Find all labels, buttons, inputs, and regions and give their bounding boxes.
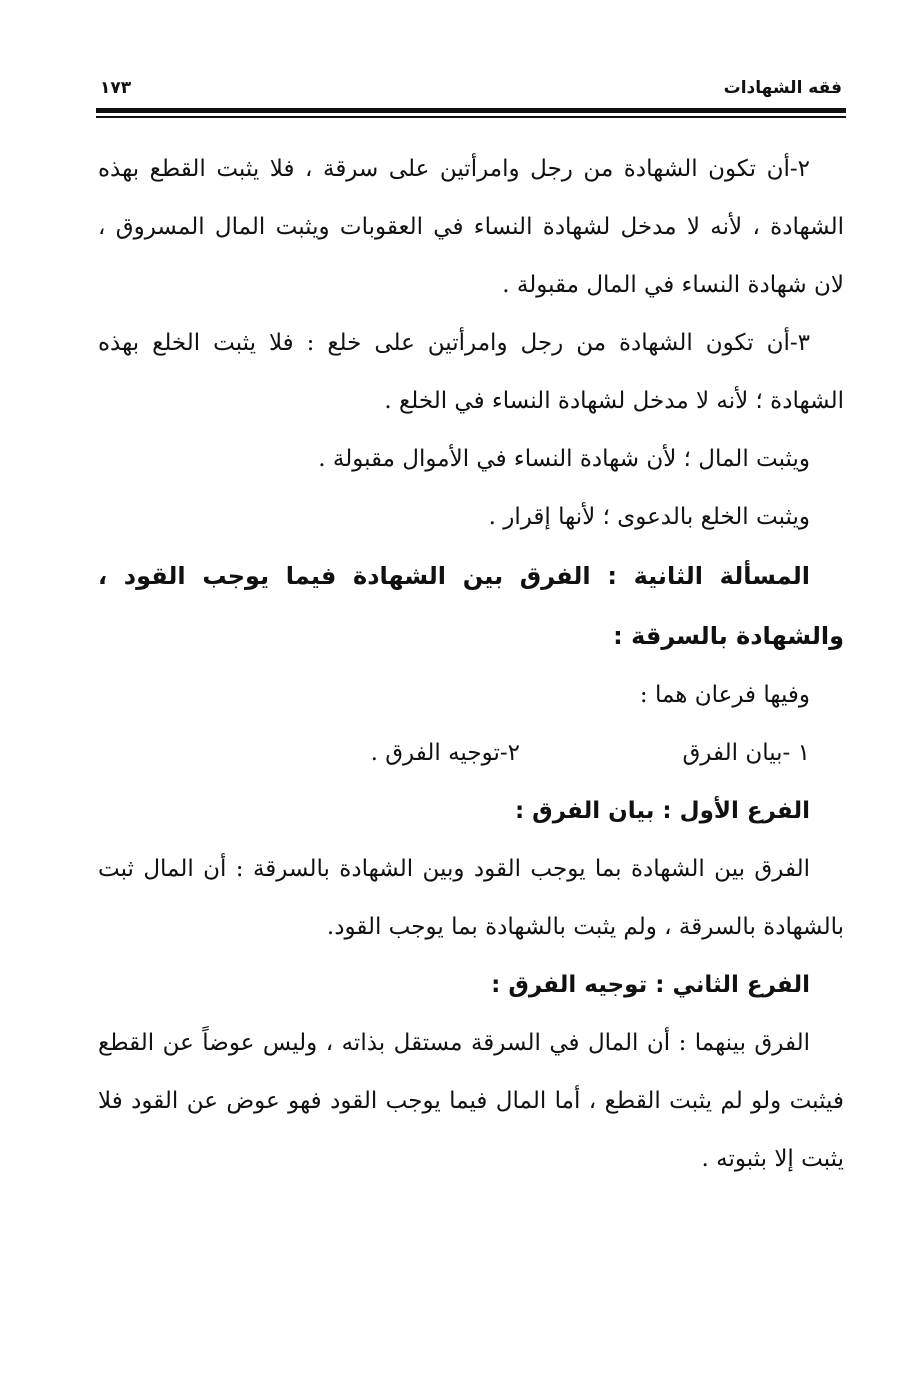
paragraph-money: ويثبت المال ؛ لأن شهادة النساء في الأموال مقبولة . <box>318 446 810 472</box>
paragraph-khul: ويثبت الخلع بالدعوى ؛ لأنها إقرار . <box>488 504 810 530</box>
page-number: ١٧٣ <box>100 78 132 98</box>
branch-item-2: ٢-توجيه الفرق . <box>370 740 520 766</box>
paragraph-branches-intro: وفيها فرعان هما : <box>639 682 810 708</box>
page-header <box>96 78 846 104</box>
heading-first-branch: الفرع الأول : بيان الفرق : <box>514 798 810 824</box>
paragraph-second-branch: الفرق بينهما : أن المال في السرقة مستقل بذاته ، وليس عوضاً عن القطع فيثبت ولو لم يثبت القطع ، أما المال فيما يوجب القود فهو عوض عن القود فلا يثبت إلا بثبوته . <box>98 1030 844 1172</box>
branches-list <box>98 724 844 782</box>
header-rule-thick <box>96 108 846 113</box>
header-rule-thin <box>96 116 846 118</box>
heading-second-branch: الفرع الثاني : توجيه الفرق : <box>491 972 810 998</box>
branch-item-1: ١ -بيان الفرق <box>682 740 810 766</box>
page-body <box>98 140 844 1188</box>
running-title: فقه الشهادات <box>723 78 842 98</box>
paragraph-item-3: ٣-أن تكون الشهادة من رجل وامرأتين على خلع : فلا يثبت الخلع بهذه الشهادة ؛ لأنه لا مدخل لشهادة النساء في الخلع . <box>98 330 844 414</box>
heading-second-issue: المسألة الثانية : الفرق بين الشهادة فيما يوجب القود ، والشهادة بالسرقة : <box>98 562 844 650</box>
paragraph-first-branch: الفرق بين الشهادة بما يوجب القود وبين الشهادة بالسرقة : أن المال ثبت بالشهادة بالسرقة ، ولم يثبت بالشهادة بما يوجب القود. <box>98 856 844 940</box>
paragraph-item-2: ٢-أن تكون الشهادة من رجل وامرأتين على سرقة ، فلا يثبت القطع بهذه الشهادة ، لأنه لا مدخل لشهادة النساء في العقوبات ويثبت المال المسروق ، لان شهادة النساء في المال مقبولة . <box>98 156 844 298</box>
